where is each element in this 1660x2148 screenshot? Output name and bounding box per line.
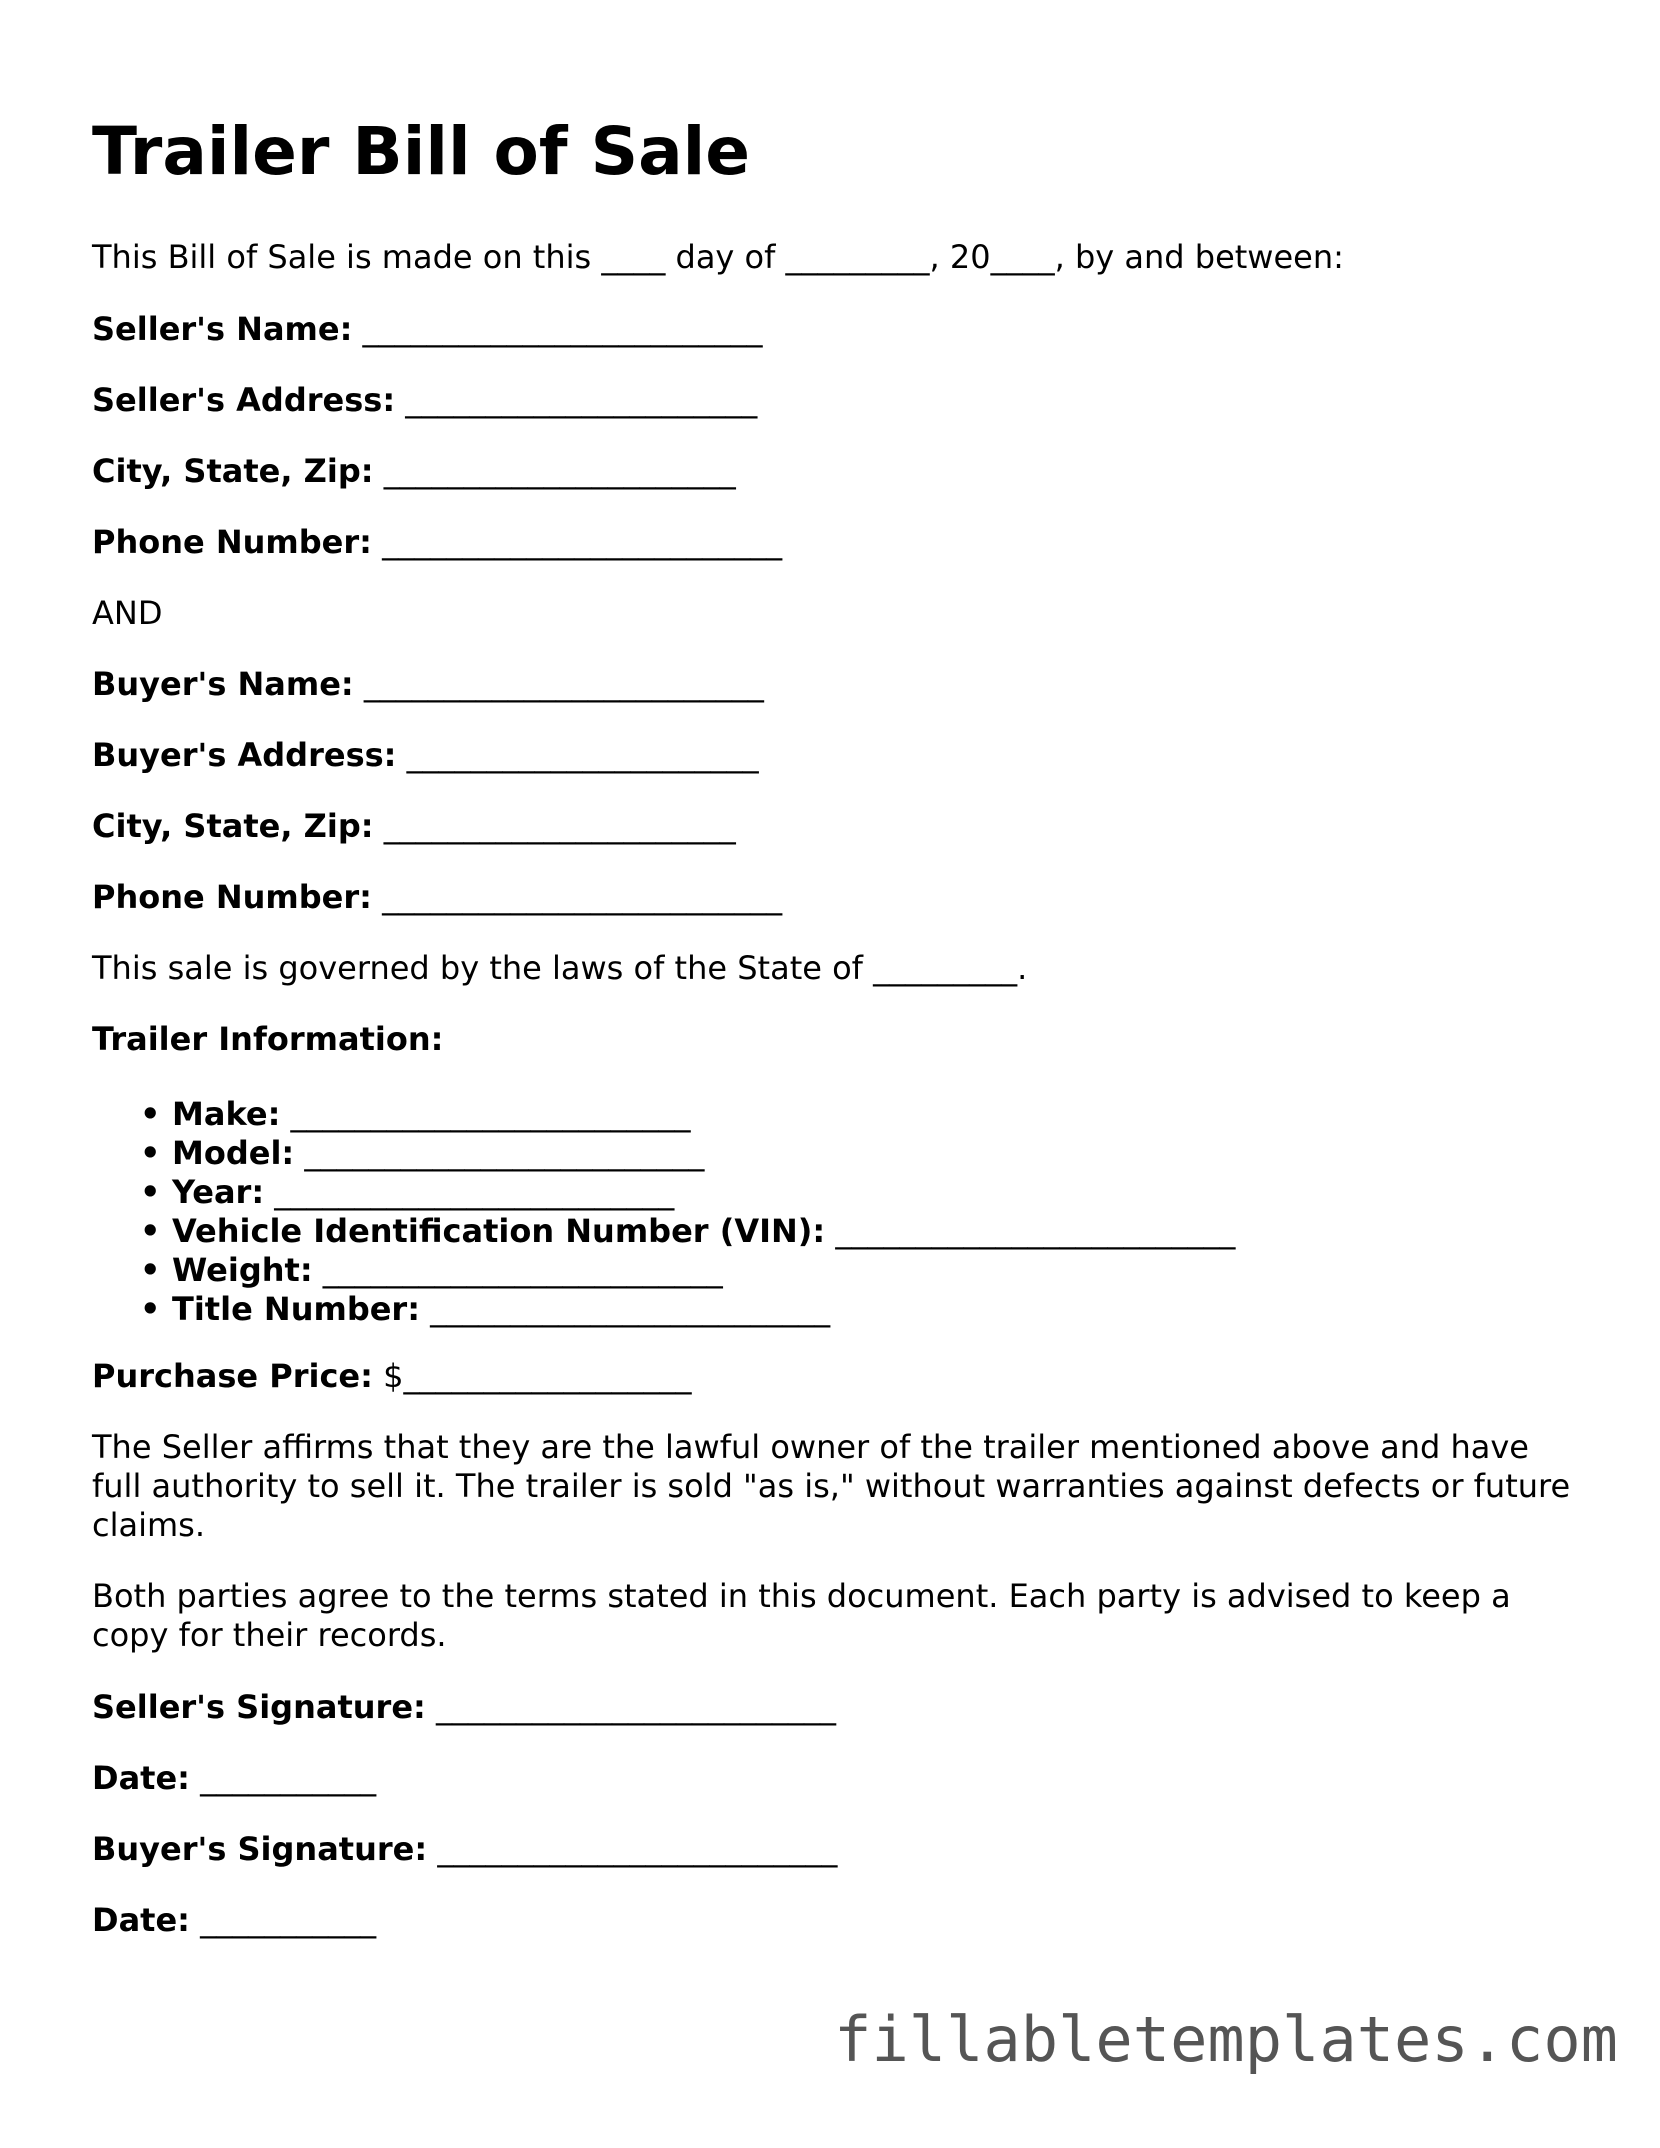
purchase-price-row [92,1357,691,1396]
buyer-date-field[interactable]: ___________ [200,1901,377,1939]
bullet-icon: • [140,1095,161,1133]
list-item-make [140,1095,1235,1134]
seller-phone-label: Phone Number: [92,523,372,561]
agreement-paragraph: Both parties agree to the terms stated in this document. Each party is advised to keep a copy for their records. [92,1577,1511,1654]
seller-phone-field[interactable]: _________________________ [382,523,783,561]
and-separator: AND [92,594,163,632]
buyer-signature-field[interactable]: _________________________ [437,1830,838,1868]
title-number-field[interactable]: _________________________ [430,1290,831,1328]
weight-field[interactable]: _________________________ [322,1251,723,1289]
bullet-icon: • [140,1173,161,1211]
seller-signature-label: Seller's Signature: [92,1688,426,1726]
seller-city-row [92,452,736,491]
seller-phone-row [92,523,782,562]
intro-text: This Bill of Sale is made on this ____ day of _________, 20____, by and between: [92,238,1344,276]
buyer-address-row [92,736,759,775]
bullet-icon: • [140,1212,161,1250]
list-item-model [140,1134,1235,1173]
seller-city-label: City, State, Zip: [92,452,374,490]
seller-date-row [92,1759,376,1798]
buyer-phone-label: Phone Number: [92,878,372,916]
buyer-address-field[interactable]: ______________________ [406,736,759,774]
seller-name-field[interactable]: _________________________ [362,310,763,348]
buyer-name-field[interactable]: _________________________ [363,665,764,703]
year-field[interactable]: _________________________ [274,1173,675,1211]
model-label: Model: [172,1134,295,1172]
seller-date-field[interactable]: ___________ [200,1759,377,1797]
buyer-name-row [92,665,764,704]
list-item-title-number [140,1290,1235,1329]
list-item-vin [140,1212,1236,1251]
vin-field[interactable]: _________________________ [835,1212,1236,1250]
purchase-price-field[interactable]: $__________________ [383,1357,692,1395]
buyer-date-label: Date: [92,1901,190,1939]
list-item-weight [140,1251,1235,1290]
buyer-city-row [92,807,736,846]
seller-city-field[interactable]: ______________________ [383,452,736,490]
make-label: Make: [172,1095,281,1133]
document-title: Trailer Bill of Sale [92,113,751,190]
vin-label: Vehicle Identification Number (VIN): [172,1212,826,1250]
buyer-city-field[interactable]: ______________________ [383,807,736,845]
seller-signature-field[interactable]: _________________________ [435,1688,836,1726]
buyer-phone-field[interactable]: _________________________ [382,878,783,916]
trailer-info-heading: Trailer Information: [92,1020,444,1058]
list-item-year [140,1173,1235,1212]
buyer-city-label: City, State, Zip: [92,807,374,845]
bullet-icon: • [140,1134,161,1172]
governing-law-text: This sale is governed by the laws of the State of _________. [92,949,1028,987]
watermark-text: fillabletemplates.com [834,2003,1618,2076]
make-field[interactable]: _________________________ [290,1095,691,1133]
buyer-address-label: Buyer's Address: [92,736,397,774]
buyer-phone-row [92,878,782,917]
affirmation-paragraph: The Seller affirms that they are the lawful owner of the trailer mentioned above and have full authority to sell it. The trailer is sold "as is," without warranties against defects or future claims. [92,1428,1571,1544]
buyer-signature-row [92,1830,837,1869]
buyer-signature-label: Buyer's Signature: [92,1830,428,1868]
seller-address-label: Seller's Address: [92,381,396,419]
seller-name-row [92,310,763,349]
bullet-icon: • [140,1290,161,1328]
seller-name-label: Seller's Name: [92,310,353,348]
seller-date-label: Date: [92,1759,190,1797]
trailer-info-list [92,1095,1235,1329]
seller-signature-row [92,1688,836,1727]
bullet-icon: • [140,1251,161,1289]
purchase-price-label: Purchase Price: [92,1357,373,1395]
model-field[interactable]: _________________________ [304,1134,705,1172]
seller-address-field[interactable]: ______________________ [405,381,758,419]
buyer-name-label: Buyer's Name: [92,665,354,703]
buyer-date-row [92,1901,376,1940]
weight-label: Weight: [172,1251,313,1289]
title-number-label: Title Number: [172,1290,420,1328]
year-label: Year: [172,1173,265,1211]
seller-address-row [92,381,757,420]
